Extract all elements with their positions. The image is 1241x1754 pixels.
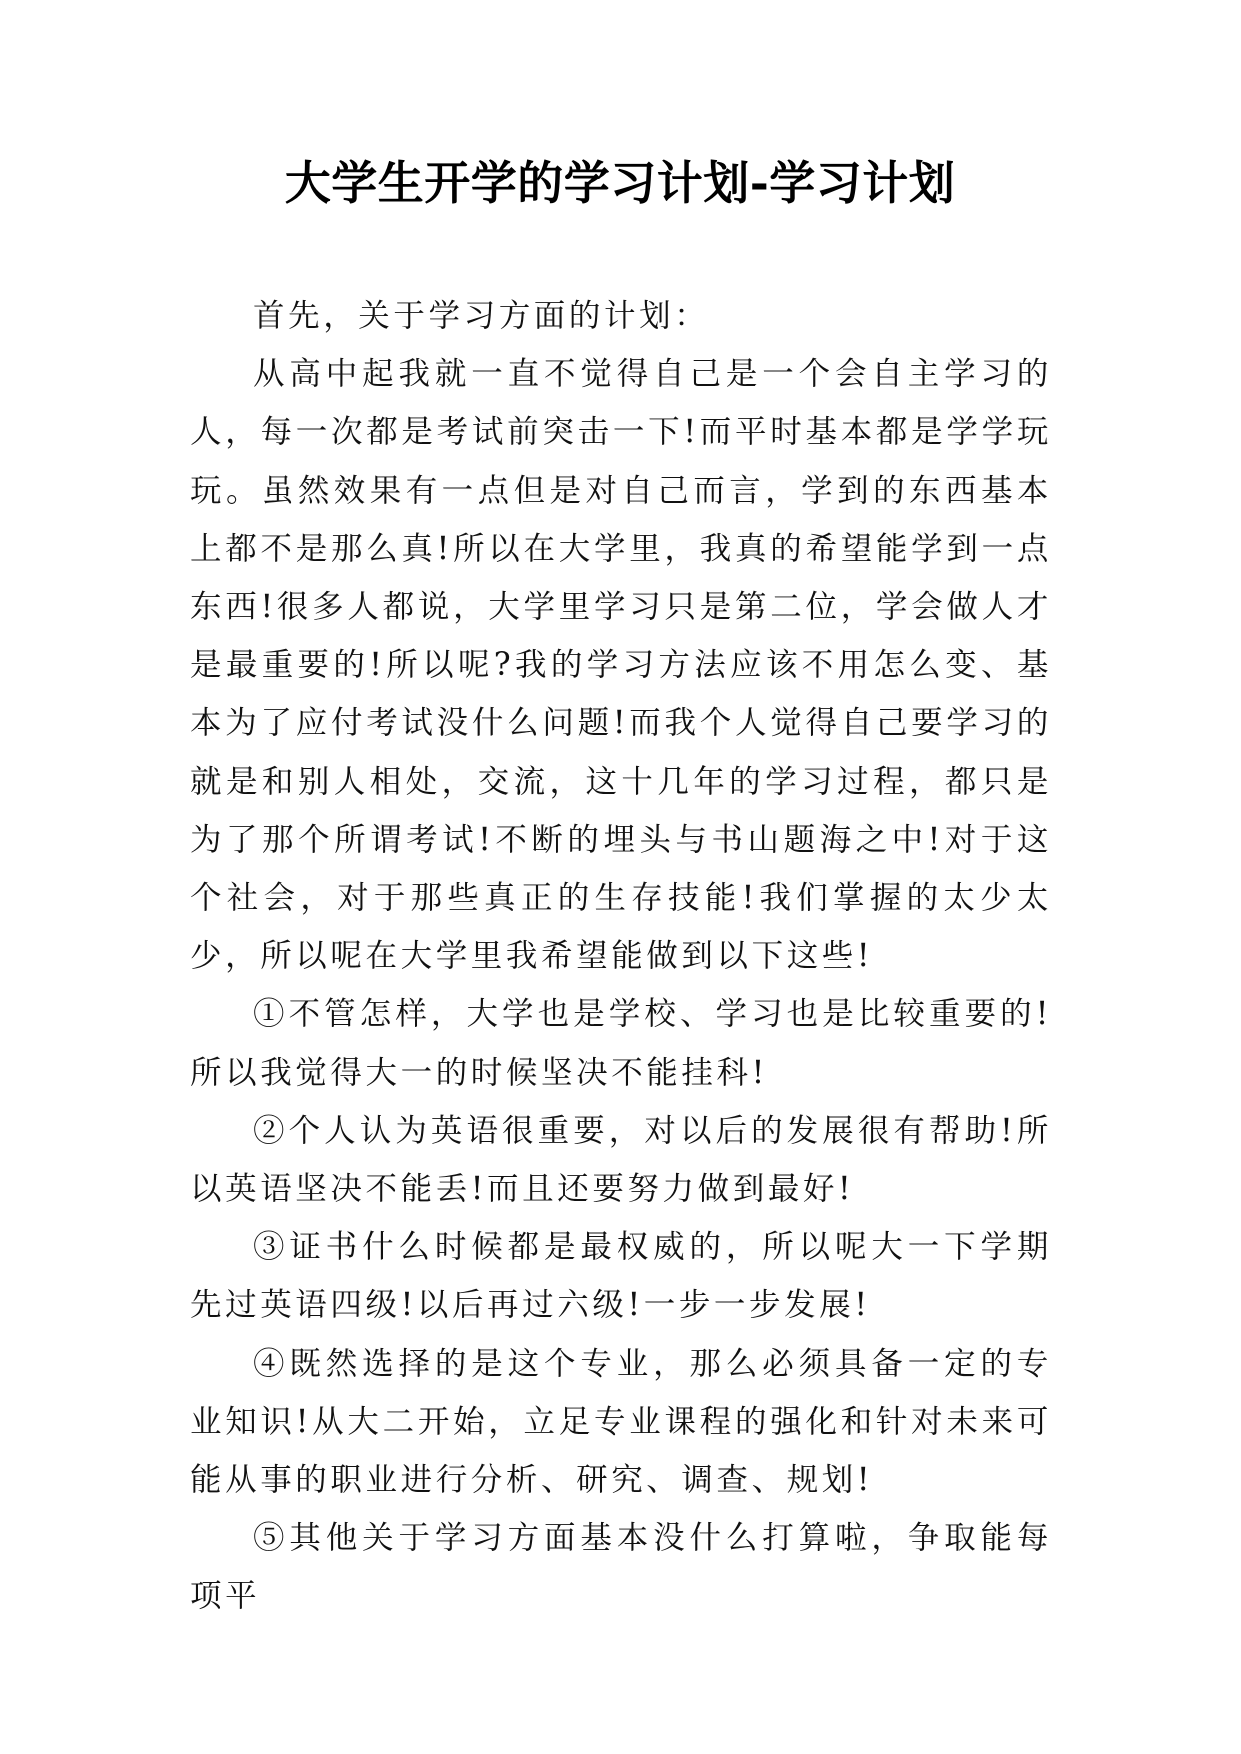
document-title: 大学生开学的学习计划-学习计划 [284,156,956,210]
paragraph-item-4: ④既然选择的是这个专业，那么必须具备一定的专业知识!从大二开始，立足专业课程的强化和针对未来可能从事的职业进行分析、研究、调查、规划! [190,1345,1052,1499]
paragraph-item-5: ⑤其他关于学习方面基本没什么打算啦，争取能每项平 [190,1520,1052,1615]
paragraph-item-1: ①不管怎样，大学也是学校、学习也是比较重要的!所以我觉得大一的时候坚决不能挂科! [190,996,1052,1091]
paragraph-background: 从高中起我就一直不觉得自己是一个会自主学习的人，每一次都是考试前突击一下!而平时基本都是学学玩玩。虽然效果有一点但是对自己而言，学到的东西基本上都不是那么真!所以在大学里，我真的希望能学到一点东西!很多人都说，大学里学习只是第二位，学会做人才是最重要的!所以呢?我的学习方法应该不用怎么变、基本为了应付考试没什么问题!而我个人觉得自己要学习的就是和别人相处，交流，这十几年的学习过程，都只是为了那个所谓考试!不断的埋头与书山题海之中!对于这个社会，对于那些真正的生存技能!我们掌握的太少太少，所以呢在大学里我希望能做到以下这些! [190,356,1052,975]
paragraph-intro: 首先，关于学习方面的计划： [253,298,710,334]
document-body [190,287,1052,1626]
paragraph-item-2: ②个人认为英语很重要，对以后的发展很有帮助!所以英语坚决不能丢!而且还要努力做到最好! [190,1112,1052,1208]
paragraph-item-3: ③证书什么时候都是最权威的，所以呢大一下学期先过英语四级!以后再过六级!一步一步发展! [190,1229,1052,1324]
